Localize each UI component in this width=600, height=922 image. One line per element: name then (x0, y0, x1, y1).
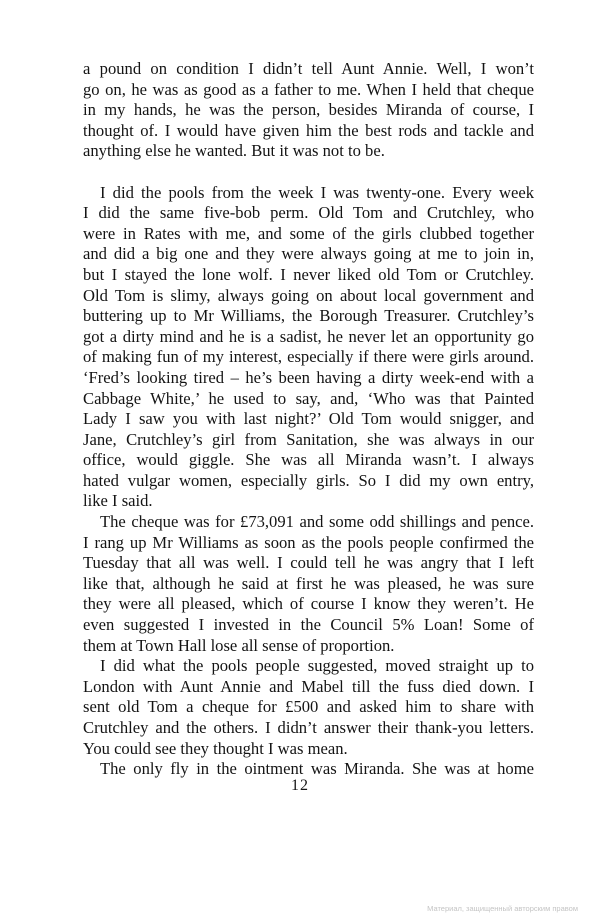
text-line: were in Rates with me, and some of the girls clubbed together (83, 223, 534, 243)
text-line: The cheque was for £73,091 and some odd shillings and pence. (100, 512, 534, 532)
text-line: Lady I saw you with last night?’ Old Tom would snigger, and (83, 409, 534, 429)
text-line: London with Aunt Annie and Mabel till the fuss died down. I (83, 676, 534, 696)
text-line: go on, he was as good as a father to me. When I held that cheque (83, 79, 534, 99)
paragraph (83, 59, 534, 162)
text-line: thought of. I would have given him the best rods and tackle and (83, 120, 534, 140)
page-number: 12 (291, 777, 309, 794)
text-line: sent old Tom a cheque for £500 and asked him to share with (83, 697, 534, 717)
text-line: buttering up to Mr Williams, the Borough Treasurer. Crutchley’s (83, 306, 534, 326)
paragraph (83, 512, 534, 656)
text-line: ‘Fred’s looking tired – he’s been having a dirty week-end with a (83, 367, 534, 387)
text-line: like I said. (83, 491, 153, 511)
text-line: anything else he wanted. But it was not to be. (83, 141, 385, 161)
paragraph (83, 183, 534, 513)
text-line: office, would giggle. She was all Miranda wasn’t. I always (83, 450, 534, 470)
text-line: in my hands, he was the person, besides Miranda of course, I (83, 100, 534, 120)
text-line: I rang up Mr Williams as soon as the pools people confirmed the (83, 532, 534, 552)
text-line: I did what the pools people suggested, moved straight up to (100, 656, 534, 676)
text-line: them at Town Hall lose all sense of proportion. (83, 635, 395, 655)
text-line: and did a big one and they were always going at me to join in, (83, 244, 534, 264)
page-body-text (83, 59, 534, 780)
text-line: like that, although he said at first he was pleased, he was sure (83, 573, 534, 593)
text-line: I did the pools from the week I was twenty-one. Every week (100, 182, 534, 202)
text-line: Cabbage White,’ he used to say, and, ‘Who was that Painted (83, 388, 534, 408)
text-line: got a dirty mind and he is a sadist, he never let an opportunity go (83, 326, 534, 346)
text-line: but I stayed the lone wolf. I never liked old Tom or Crutchley. (83, 264, 534, 284)
text-line: of making fun of my interest, especially if there were girls around. (83, 347, 534, 367)
text-line: Tuesday that all was well. I could tell he was angry that I left (83, 553, 534, 573)
text-line: hated vulgar women, especially girls. So I did my own entry, (83, 470, 534, 490)
text-line: even suggested I invested in the Council 5% Loan! Some of (83, 615, 534, 635)
text-line: I did the same five-bob perm. Old Tom and Crutchley, who (83, 203, 534, 223)
text-line: Old Tom is slimy, always going on about local government and (83, 285, 534, 305)
text-line: The only fly in the ointment was Miranda. She was at home (100, 759, 534, 779)
paragraph (83, 656, 534, 759)
copyright-watermark: Материал, защищенный авторским правом (427, 904, 578, 913)
text-line: Crutchley and the others. I didn’t answer their thank-you letters. (83, 718, 534, 737)
text-line: a pound on condition I didn’t tell Aunt Annie. Well, I won’t (83, 59, 534, 78)
paragraph-gap (83, 162, 534, 183)
text-line: You could see they thought I was mean. (83, 738, 348, 758)
text-line: Jane, Crutchley’s girl from Sanitation, she was always in our (83, 429, 534, 449)
text-line: they were all pleased, which of course I know they weren’t. He (83, 594, 534, 614)
